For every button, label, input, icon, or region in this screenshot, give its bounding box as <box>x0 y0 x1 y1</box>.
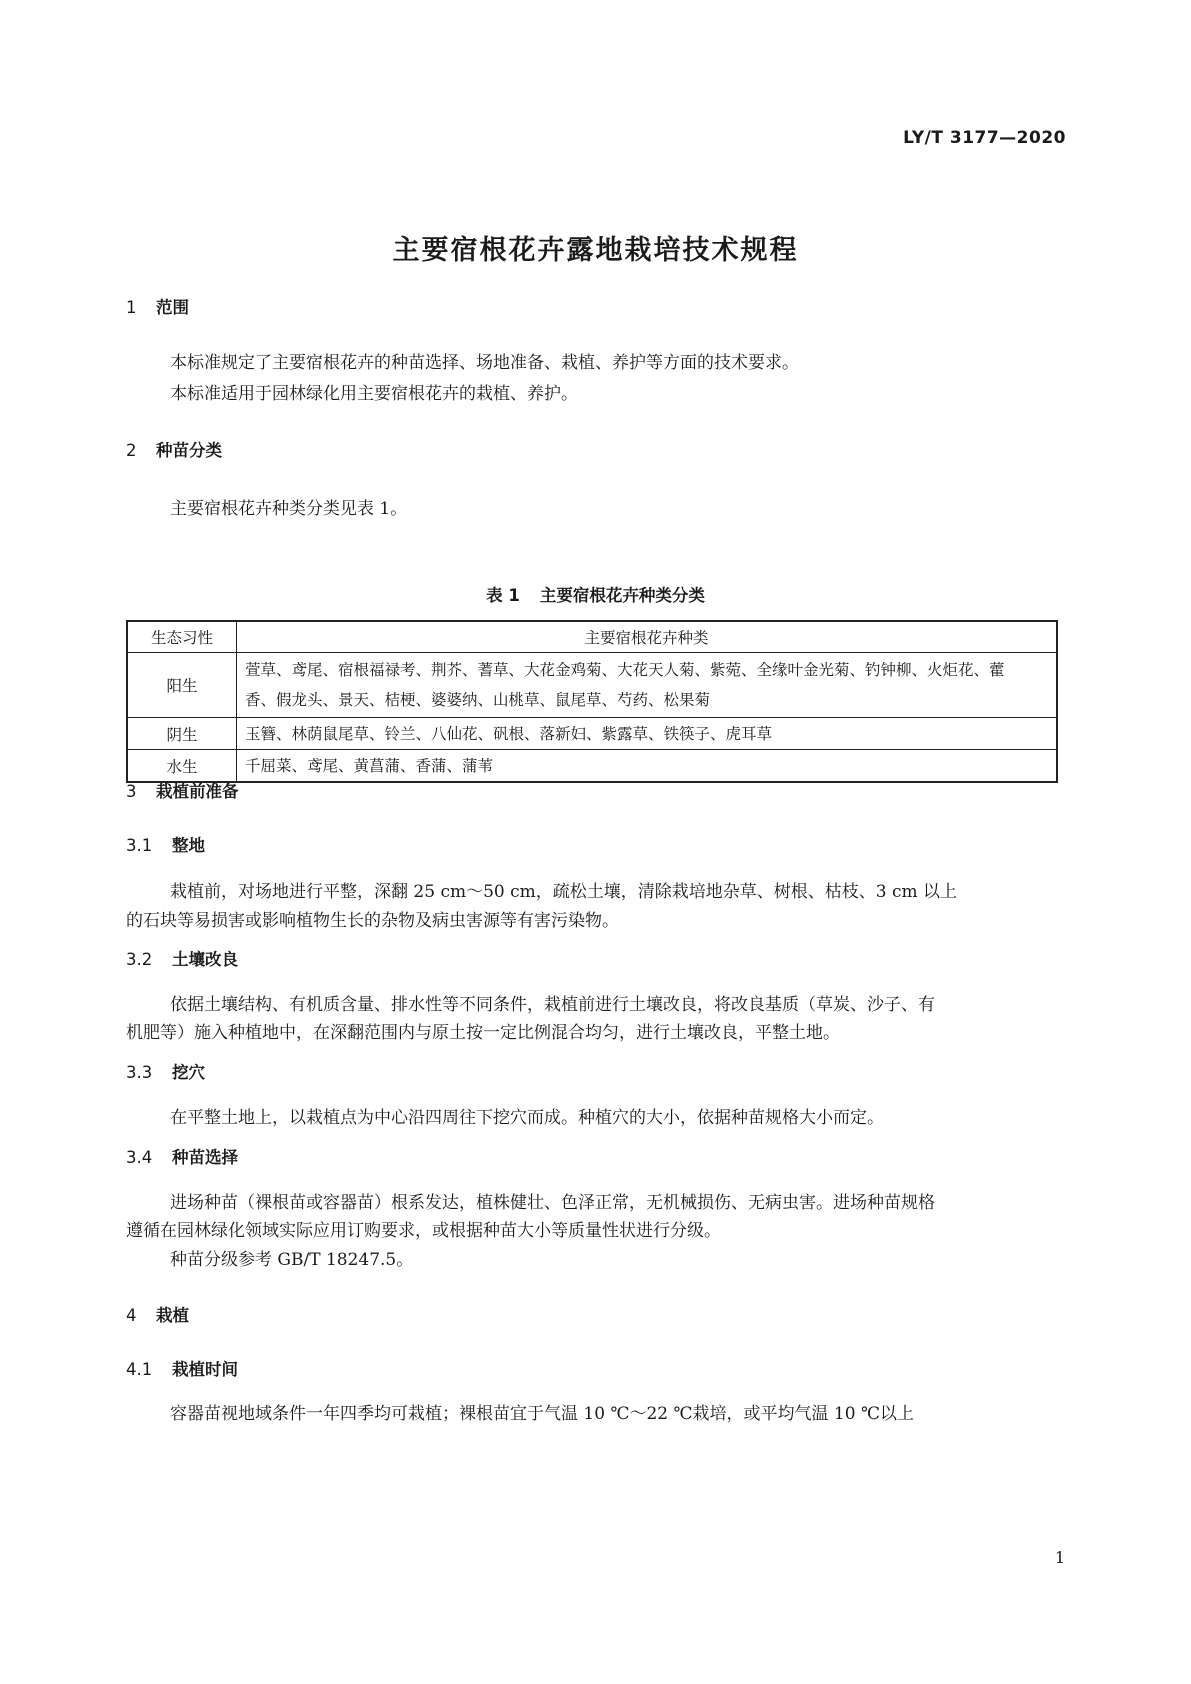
paragraph: 本标准适用于园林绿化用主要宿根花卉的栽植、养护。 <box>170 384 578 404</box>
section-number: 3 <box>126 782 137 801</box>
section-title: 种苗分类 <box>156 441 222 460</box>
paragraph-line: 在平整土地上，以栽植点为中心沿四周往下挖穴而成。种植穴的大小，依据种苗规格大小而定。 <box>170 1108 884 1128</box>
subsection-number: 4.1 <box>126 1360 153 1379</box>
paragraph: 本标准规定了主要宿根花卉的种苗选择、场地准备、栽植、养护等方面的技术要求。 <box>170 353 799 373</box>
paragraph-line: 种苗分级参考 GB/T 18247.5。 <box>170 1250 414 1270</box>
subsection-title: 栽植时间 <box>172 1360 238 1379</box>
subsection-title: 土壤改良 <box>172 950 238 969</box>
subsection-number: 3.2 <box>126 950 153 969</box>
habit-cell: 水生 <box>127 750 237 783</box>
subsection-title: 整地 <box>172 836 205 855</box>
table-header-row <box>127 621 1057 653</box>
paragraph-line: 进场种苗（裸根苗或容器苗）根系发达，植株健壮、色泽正常，无机械损伤、无病虫害。进场种苗规格 <box>170 1193 935 1213</box>
section-number: 1 <box>126 298 137 317</box>
section-title: 栽植 <box>156 1306 189 1325</box>
paragraph-line: 栽植前，对场地进行平整，深翻 25 cm～50 cm，疏松土壤，清除栽培地杂草、树根、枯枝、3 cm 以上 <box>170 882 958 902</box>
paragraph-line: 依据土壤结构、有机质含量、排水性等不同条件，栽植前进行土壤改良，将改良基质（草炭、沙子、有 <box>170 995 935 1015</box>
species-line: 萱草、鸢尾、宿根福禄考、荆芥、蓍草、大花金鸡菊、大花天人菊、紫菀、全缘叶金光菊、钓钟柳、火炬花、藿 <box>245 661 1005 679</box>
subsection-heading-4-1 <box>126 1356 238 1380</box>
table-caption-number: 表 1 <box>486 586 520 605</box>
page-number: 1 <box>1054 1548 1065 1567</box>
paragraph-line: 的石块等易损害或影响植物生长的杂物及病虫害源等有害污染物。 <box>126 911 619 931</box>
subsection-title: 挖穴 <box>172 1063 205 1082</box>
table-row <box>127 718 1057 750</box>
section-heading-1 <box>126 294 189 318</box>
species-line: 香、假龙头、景天、桔梗、婆婆纳、山桃草、鼠尾草、芍药、松果菊 <box>245 691 711 709</box>
standard-code: LY/T 3177—2020 <box>903 128 1066 148</box>
table-row <box>127 750 1057 783</box>
paragraph-line: 机肥等）施入种植地中，在深翻范围内与原土按一定比例混合均匀，进行土壤改良，平整土地。 <box>126 1023 840 1043</box>
subsection-heading-3-2 <box>126 946 238 970</box>
subsection-heading-3-4 <box>126 1144 238 1168</box>
paragraph-line: 遵循在园林绿化领域实际应用订购要求，或根据种苗大小等质量性状进行分级。 <box>126 1221 721 1241</box>
subsection-heading-3-1 <box>126 832 205 856</box>
species-cell: 千屈菜、鸢尾、黄菖蒲、香蒲、蒲苇 <box>237 750 1058 783</box>
subsection-number: 3.4 <box>126 1148 153 1167</box>
section-number: 4 <box>126 1306 137 1325</box>
subsection-title: 种苗选择 <box>172 1148 238 1167</box>
table-caption-text: 主要宿根花卉种类分类 <box>539 586 705 605</box>
subsection-number: 3.1 <box>126 836 153 855</box>
subsection-number: 3.3 <box>126 1063 153 1082</box>
section-title: 范围 <box>156 298 189 317</box>
species-table <box>126 620 1058 783</box>
header-species: 主要宿根花卉种类 <box>237 621 1058 653</box>
section-heading-4 <box>126 1302 189 1326</box>
paragraph: 主要宿根花卉种类分类见表 1。 <box>170 499 408 519</box>
species-cell: 玉簪、林荫鼠尾草、铃兰、八仙花、矾根、落新妇、紫露草、铁筷子、虎耳草 <box>237 718 1058 750</box>
header-habit: 生态习性 <box>127 621 237 653</box>
subsection-heading-3-3 <box>126 1059 205 1083</box>
table-row <box>127 653 1057 718</box>
paragraph-line: 容器苗视地域条件一年四季均可栽植；裸根苗宜于气温 10 ℃～22 ℃栽培，或平均气温 10 ℃以上 <box>170 1404 914 1424</box>
table-caption <box>0 582 1191 606</box>
habit-cell: 阳生 <box>127 653 237 718</box>
section-title: 栽植前准备 <box>156 782 239 801</box>
document-title: 主要宿根花卉露地栽培技术规程 <box>392 235 799 266</box>
species-cell <box>237 653 1058 718</box>
section-heading-3 <box>126 778 239 802</box>
habit-cell: 阴生 <box>127 718 237 750</box>
section-number: 2 <box>126 441 137 460</box>
section-heading-2 <box>126 437 222 461</box>
